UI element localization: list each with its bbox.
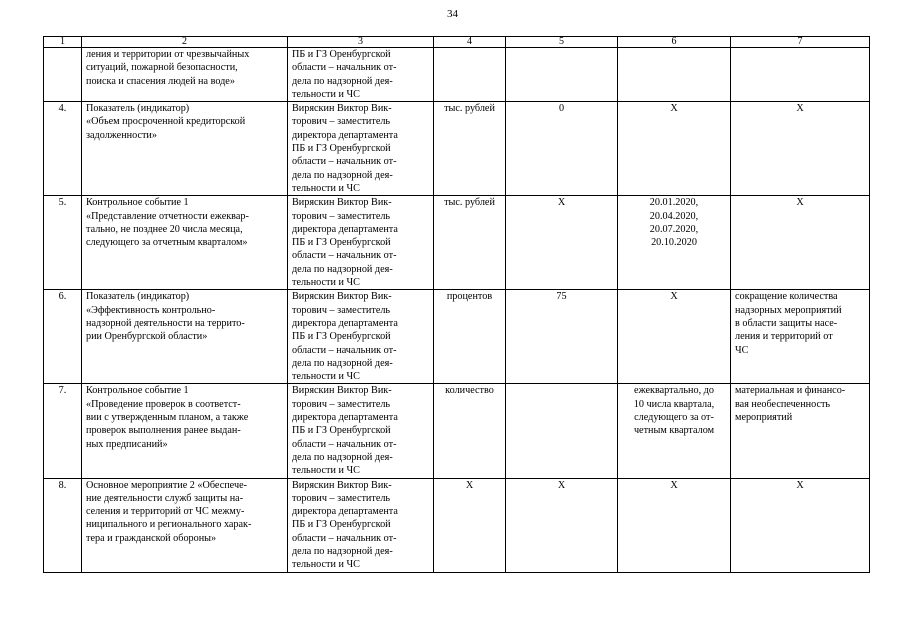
cell-line: поиска и спасения людей на воде» [86, 75, 235, 87]
cell-line: тельности и ЧС [292, 371, 360, 383]
responsible-person-cell [288, 196, 434, 290]
risk-cell [731, 384, 870, 478]
risk-cell [731, 290, 870, 384]
cell-line: Контрольное событие 1 [86, 197, 189, 209]
row-number-cell: 5. [44, 196, 82, 290]
cell-line: ниципального и регионального харак- [86, 519, 252, 531]
cell-line: Виряскин Виктор Вик- [292, 103, 392, 115]
event-name-cell [82, 102, 288, 196]
cell-line: тельности и ЧС [292, 88, 360, 100]
cell-line: «Представление отчетности ежеквар- [86, 210, 249, 222]
cell-line: области – начальник от- [292, 156, 397, 168]
unit-cell [434, 48, 506, 102]
cell-line: 20.01.2020, [649, 197, 699, 209]
cell-line: ситуаций, пожарной безопасности, [86, 62, 238, 74]
table-body [44, 48, 870, 573]
cell-line: «Эффективность контрольно- [86, 304, 216, 316]
table-row [44, 196, 870, 290]
cell-line: области – начальник от- [292, 250, 397, 262]
unit-cell: количество [434, 384, 506, 478]
cell-line: Показатель (индикатор) [86, 291, 190, 303]
responsible-person-cell [288, 48, 434, 102]
cell-line: Виряскин Виктор Вик- [292, 479, 392, 491]
event-name-cell [82, 478, 288, 572]
deadline-cell [618, 384, 731, 478]
cell-line: ПБ и ГЗ Оренбургской [292, 331, 391, 343]
cell-line: торович – заместитель [292, 210, 391, 222]
cell-line: торович – заместитель [292, 304, 391, 316]
value-cell: 0 [506, 102, 618, 196]
cell-line: селения и территорий от ЧС межму- [86, 506, 245, 518]
cell-line: торович – заместитель [292, 398, 391, 410]
cell-line: директора департамента [292, 129, 398, 141]
responsible-person-cell [288, 478, 434, 572]
cell-line: рии Оренбургской области» [86, 331, 208, 343]
column-number-1: 1 [44, 37, 82, 48]
cell-line: области – начальник от- [292, 438, 397, 450]
cell-line: задолженности» [86, 129, 157, 141]
column-number-3: 3 [288, 37, 434, 48]
cell-line: 20.04.2020, [649, 210, 699, 222]
cell-line: 20.07.2020, [649, 223, 699, 235]
cell-line: тельности и ЧС [292, 465, 360, 477]
cell-line: мероприятий [735, 412, 793, 424]
cell-line: тально, не позднее 20 числа месяца, [86, 223, 243, 235]
cell-line: торович – заместитель [292, 492, 391, 504]
event-name-cell [82, 384, 288, 478]
cell-line: четным кварталом [633, 425, 715, 437]
cell-line: Х [670, 291, 678, 303]
cell-line: директора департамента [292, 412, 398, 424]
cell-line: Х [796, 103, 804, 115]
cell-line: следующего за отчетным кварталом» [86, 237, 248, 249]
cell-line: Виряскин Виктор Вик- [292, 385, 392, 397]
cell-line: ПБ и ГЗ Оренбургской [292, 49, 391, 60]
deadline-cell [618, 196, 731, 290]
responsible-person-cell [288, 290, 434, 384]
column-number-6: 6 [618, 37, 731, 48]
cell-line: тера и гражданской обороны» [86, 532, 217, 544]
cell-line: ления и территорий от [735, 331, 833, 343]
cell-line: в области защиты насе- [735, 317, 838, 329]
cell-line: директора департамента [292, 506, 398, 518]
table-header [44, 37, 870, 48]
table-row [44, 48, 870, 102]
cell-line: тельности и ЧС [292, 559, 360, 571]
row-number-cell: 4. [44, 102, 82, 196]
table-row [44, 478, 870, 572]
cell-line: вии с утвержденным планом, а также [86, 412, 249, 424]
cell-line: ПБ и ГЗ Оренбургской [292, 237, 391, 249]
column-number-5: 5 [506, 37, 618, 48]
value-cell: Х [506, 196, 618, 290]
unit-cell: тыс. рублей [434, 196, 506, 290]
cell-line: материальная и финансо- [735, 385, 846, 397]
cell-line: ние деятельности служб защиты на- [86, 492, 244, 504]
deadline-cell [618, 48, 731, 102]
cell-line: Виряскин Виктор Вик- [292, 291, 392, 303]
cell-line: дела по надзорной дея- [292, 263, 393, 275]
cell-line: ПБ и ГЗ Оренбургской [292, 425, 391, 437]
cell-line: следующего за от- [634, 412, 714, 424]
risk-cell [731, 478, 870, 572]
cell-line: ПБ и ГЗ Оренбургской [292, 519, 391, 531]
row-number-cell [44, 48, 82, 102]
unit-cell: тыс. рублей [434, 102, 506, 196]
cell-line: дела по надзорной дея- [292, 357, 393, 369]
page-number: 34 [447, 8, 458, 20]
cell-line: сокращение количества [735, 291, 838, 303]
cell-line: области – начальник от- [292, 344, 397, 356]
cell-line: области – начальник от- [292, 532, 397, 544]
cell-line: ления и территории от чрезвычайных [86, 49, 250, 60]
risk-cell [731, 102, 870, 196]
cell-line: «Проведение проверок в соответст- [86, 398, 241, 410]
table-row [44, 102, 870, 196]
risk-cell [731, 196, 870, 290]
unit-cell: процентов [434, 290, 506, 384]
risk-cell [731, 48, 870, 102]
cell-line: 20.10.2020 [651, 237, 697, 249]
row-number-cell: 7. [44, 384, 82, 478]
plan-table [43, 36, 870, 573]
cell-line: Контрольное событие 1 [86, 385, 189, 397]
deadline-cell [618, 478, 731, 572]
cell-line: Х [796, 479, 804, 491]
cell-line: области – начальник от- [292, 62, 397, 74]
value-cell: 75 [506, 290, 618, 384]
cell-line: Х [670, 103, 678, 115]
cell-line: ных предписаний» [86, 438, 168, 450]
event-name-cell [82, 196, 288, 290]
cell-line: дела по надзорной дея- [292, 75, 393, 87]
table-row [44, 290, 870, 384]
cell-line: директора департамента [292, 223, 398, 235]
responsible-person-cell [288, 102, 434, 196]
cell-line: Х [670, 479, 678, 491]
cell-line: 10 числа квартала, [633, 398, 715, 410]
value-cell: Х [506, 478, 618, 572]
cell-line: Показатель (индикатор) [86, 103, 190, 115]
value-cell [506, 384, 618, 478]
table-row [44, 384, 870, 478]
cell-line: тельности и ЧС [292, 277, 360, 289]
cell-line: торович – заместитель [292, 116, 391, 128]
cell-line: дела по надзорной дея- [292, 451, 393, 463]
cell-line: тельности и ЧС [292, 182, 360, 194]
cell-line: ЧС [735, 344, 749, 356]
value-cell [506, 48, 618, 102]
cell-line: ПБ и ГЗ Оренбургской [292, 143, 391, 155]
responsible-person-cell [288, 384, 434, 478]
cell-line: Х [796, 197, 804, 209]
cell-line: дела по надзорной дея- [292, 545, 393, 557]
event-name-cell [82, 290, 288, 384]
cell-line: дела по надзорной дея- [292, 169, 393, 181]
deadline-cell [618, 102, 731, 196]
cell-line: «Объем просроченной кредиторской [86, 116, 246, 128]
row-number-cell: 6. [44, 290, 82, 384]
column-number-7: 7 [731, 37, 870, 48]
cell-line: проверок выполнения ранее выдан- [86, 425, 241, 437]
event-name-cell [82, 48, 288, 102]
column-number-4: 4 [434, 37, 506, 48]
column-number-2: 2 [82, 37, 288, 48]
unit-cell: Х [434, 478, 506, 572]
cell-line: вая необеспеченность [735, 398, 831, 410]
row-number-cell: 8. [44, 478, 82, 572]
cell-line: ежеквартально, до [634, 385, 714, 397]
cell-line: надзорной деятельности на террито- [86, 317, 245, 329]
cell-line: директора департамента [292, 317, 398, 329]
cell-line: Основное мероприятие 2 «Обеспече- [86, 479, 247, 491]
deadline-cell [618, 290, 731, 384]
cell-line: надзорных мероприятий [735, 304, 842, 316]
cell-line: Виряскин Виктор Вик- [292, 197, 392, 209]
